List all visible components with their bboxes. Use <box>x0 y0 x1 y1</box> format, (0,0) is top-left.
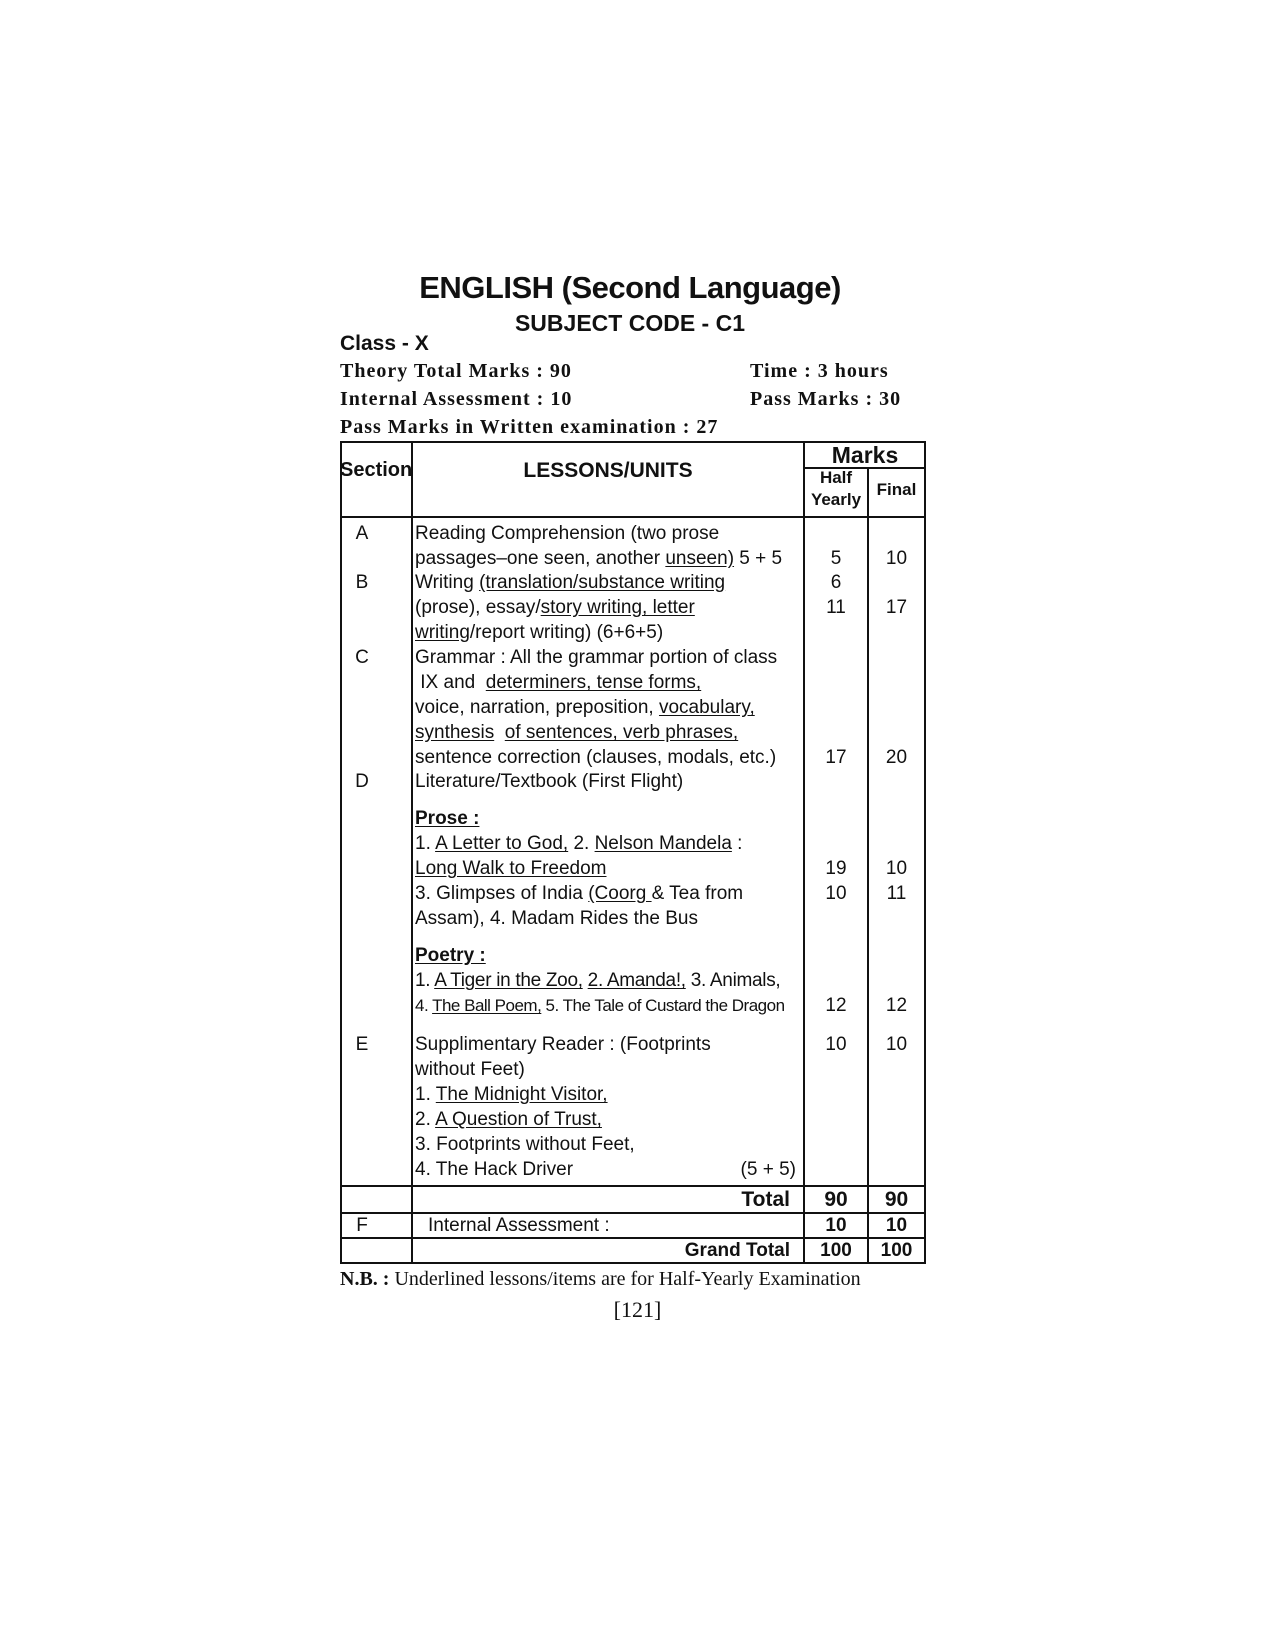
section-c-text-line: synthesis of sentences, verb phrases, <box>415 722 739 743</box>
table-border-left <box>340 441 342 1264</box>
section-c-text-line: sentence correction (clauses, modals, etc.) <box>415 747 777 768</box>
section-e-text-line: Supplimentary Reader : (Footprints <box>415 1034 711 1055</box>
grand-total-label: Grand Total <box>684 1240 790 1261</box>
col-header-section: Section <box>340 459 413 481</box>
section-c-text-line: IX and determiners, tense forms, <box>415 672 702 693</box>
section-b-half-yearly: 11 <box>826 597 846 618</box>
internal-assessment-marks: Internal Assessment : 10 <box>340 388 573 410</box>
section-c-final: 20 <box>885 747 908 768</box>
section-e-text-line: without Feet) <box>415 1059 525 1080</box>
prose-final: 10 <box>885 858 908 879</box>
section-d-text-line: Literature/Textbook (First Flight) <box>415 771 684 792</box>
poetry-final: 12 <box>885 995 908 1016</box>
poetry-heading: Poetry : <box>415 945 486 966</box>
table-border-right <box>924 441 926 1264</box>
pass-marks: Pass Marks : 30 <box>750 388 902 410</box>
prose-line: Assam), 4. Madam Rides the Bus <box>415 908 698 929</box>
poetry-line: 4. The Ball Poem, 5. The Tale of Custard the Dragon <box>415 996 785 1015</box>
section-c-text-line: voice, narration, preposition, vocabulary, <box>415 697 755 718</box>
table-header-bottom <box>340 516 926 518</box>
page-title: ENGLISH (Second Language) <box>419 270 841 305</box>
internal-assessment-label: Internal Assessment : <box>428 1215 610 1236</box>
total-final: 90 <box>884 1188 909 1211</box>
exam-time: Time : 3 hours <box>750 360 889 382</box>
section-e-text-line: 2. A Question of Trust, <box>415 1109 602 1130</box>
section-e-text-line: 3. Footprints without Feet, <box>415 1134 635 1155</box>
col-header-final: Final <box>876 480 917 499</box>
section-b-text-line: writing/report writing) (6+6+5) <box>415 622 664 643</box>
col-header-yearly: Yearly <box>810 490 862 509</box>
prose-half-yearly: 10 <box>825 883 847 904</box>
prose-line: 1. A Letter to God, 2. Nelson Mandela : <box>415 833 743 854</box>
pass-marks-written: Pass Marks in Written examination : 27 <box>340 416 719 438</box>
section-f: F <box>356 1215 368 1236</box>
poetry-half-yearly: 12 <box>825 995 847 1016</box>
section-column-rule <box>411 441 413 1264</box>
section-a-final: 10 <box>885 548 908 569</box>
internal-assessment-final: 10 <box>885 1215 908 1236</box>
section-b-final: 17 <box>885 597 908 618</box>
class-label: Class - X <box>340 332 429 355</box>
total-label: Total <box>741 1188 790 1211</box>
prose-line: 3. Glimpses of India (Coorg & Tea from <box>415 883 744 904</box>
section-c: C <box>355 647 369 668</box>
total-half-yearly: 90 <box>824 1188 848 1211</box>
section-a: A <box>355 523 369 544</box>
section-e-marks-split: (5 + 5) <box>740 1159 796 1180</box>
col-header-marks: Marks <box>831 442 899 468</box>
prose-heading: Prose : <box>415 808 480 829</box>
section-c-text-line: Grammar : All the grammar portion of class <box>415 647 778 668</box>
section-b: B <box>355 572 369 593</box>
section-e: E <box>355 1034 369 1055</box>
grand-total-final: 100 <box>880 1240 913 1261</box>
section-a-text-line: passages–one seen, another unseen) 5 + 5 <box>415 548 783 569</box>
section-b-text-line: Writing (translation/substance writing <box>415 572 726 593</box>
section-b-text-line: (prose), essay/story writing, letter <box>415 597 695 618</box>
page-number: [121] <box>613 1297 662 1322</box>
col-header-lessons: LESSONS/UNITS <box>523 459 693 482</box>
col-header-half: Half <box>819 468 853 487</box>
poetry-line: 1. A Tiger in the Zoo, 2. Amanda!, 3. Animals, <box>415 970 781 991</box>
section-c-half-yearly: 17 <box>825 747 847 768</box>
subject-code: SUBJECT CODE - C1 <box>514 310 746 336</box>
grand-total-half-yearly: 100 <box>820 1240 852 1261</box>
prose-final: 11 <box>886 883 907 904</box>
section-a-text-line: Reading Comprehension (two prose <box>415 523 720 544</box>
section-a-half-yearly: 5 <box>830 548 842 569</box>
theory-total-marks: Theory Total Marks : 90 <box>340 360 572 382</box>
prose-half-yearly: 19 <box>825 858 847 879</box>
section-e-final: 10 <box>885 1034 908 1055</box>
section-d: D <box>355 771 369 792</box>
prose-line: Long Walk to Freedom <box>415 858 607 879</box>
section-e-text-line: 1. The Midnight Visitor, <box>415 1084 608 1105</box>
section-e-text-line: 4. The Hack Driver <box>415 1159 574 1180</box>
section-b-half-yearly: 6 <box>830 572 842 593</box>
section-e-half-yearly: 10 <box>825 1034 847 1055</box>
internal-assessment-half-yearly: 10 <box>825 1215 847 1236</box>
footnote: N.B. : Underlined lessons/items are for Half-Yearly Examination <box>340 1268 861 1290</box>
